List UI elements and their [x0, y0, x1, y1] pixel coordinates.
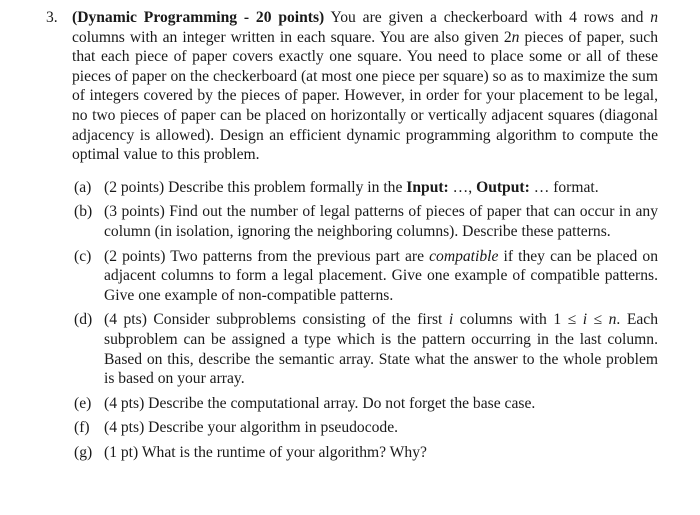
subquestion-d-text-2: columns with 1 ≤: [453, 311, 583, 329]
subquestion-e: [74, 394, 658, 414]
subquestion-list: [46, 178, 658, 463]
subquestion-c-text-2: if they can be placed on adjacent columns to form a legal placement. Give one example of compatible patterns. Give one example of non-compatible patterns.: [104, 247, 659, 304]
subquestion-g-text: (1 pt) What is the runtime of your algorithm? Why?: [104, 443, 427, 461]
subquestion-a: [74, 178, 658, 198]
subquestion-label: (b): [74, 203, 93, 221]
problem-var-n: n: [650, 9, 659, 26]
subquestion-c-text-1: (2 points) Two patterns from the previous part are: [104, 247, 430, 265]
var-i: i: [448, 311, 454, 329]
subquestion-label: (f): [74, 419, 90, 437]
problem-title: (Dynamic Programming - 20 points): [72, 9, 325, 26]
var-i: i: [582, 311, 588, 329]
problem-text-3: pieces of paper, such that each piece of paper covers exactly one square. You need to place some or all of these pieces of paper on the checkerboard (at most one piece per square) so as to maximize the sum of integers covered by the pieces of paper. However, in order for your placement to be legal, no two pieces of paper can be placed on horizontally or vertically adjacent squares (diagonal adjacency is allowed). Design an efficient dynamic programming algorithm to compute the optimal value to this problem.: [72, 28, 658, 164]
subquestion-f: [74, 418, 658, 438]
subquestion-b-text: (3 points) Find out the number of legal patterns of pieces of paper that can occur in any column (in isolation, ignoring the neighboring columns). Describe these patterns.: [104, 203, 658, 240]
subquestion-d-text-4: . Each subproblem can be assigned a type which is the pattern occurring in the last column. Based on this, describe the semantic array. State what the answer to the whole problem is based on your array.: [104, 311, 658, 388]
problem-text-2: columns with an integer written in each square. You are also given 2: [72, 28, 512, 46]
problem-var-n2: n: [511, 28, 520, 46]
subquestion-label: (e): [74, 394, 92, 412]
subquestion-label: (g): [74, 443, 93, 461]
compatible-term: compatible: [429, 247, 499, 265]
problem-text-1: You are given a checkerboard with 4 rows and: [330, 9, 651, 26]
subquestion-g: [74, 443, 658, 463]
subquestion-f-text: (4 pts) Describe your algorithm in pseudocode.: [104, 419, 399, 437]
subquestion-a-text-1: (2 points) Describe this problem formally in the: [104, 178, 407, 196]
subquestion-a-text-3: … format.: [529, 178, 599, 196]
problem-number: 3.: [46, 9, 58, 26]
subquestion-d-text-1: (4 pts) Consider subproblems consisting of the first: [104, 311, 449, 329]
subquestion-a-text-2: …,: [448, 178, 477, 196]
subquestion-e-text: (4 pts) Describe the computational array. Do not forget the base case.: [104, 394, 536, 412]
subquestion-b: [74, 202, 658, 241]
subquestion-d-text-3: ≤: [587, 311, 609, 329]
subquestion-c: [74, 247, 659, 306]
subquestion-d: [74, 310, 658, 388]
subquestion-label: (a): [74, 178, 92, 196]
output-label: Output:: [476, 178, 530, 196]
var-n: n: [608, 311, 617, 329]
subquestion-label: (c): [74, 247, 92, 265]
problem-statement: [46, 8, 658, 165]
subquestion-label: (d): [74, 311, 93, 329]
input-label: Input:: [406, 178, 449, 196]
